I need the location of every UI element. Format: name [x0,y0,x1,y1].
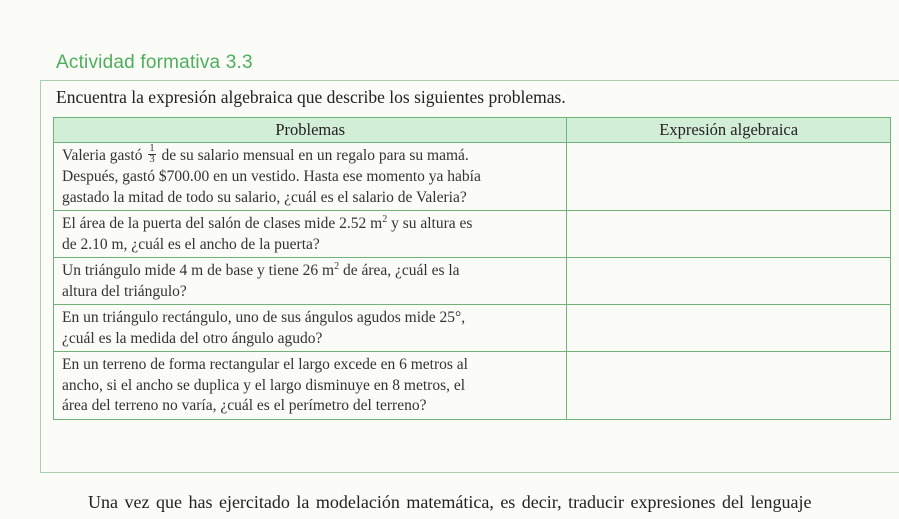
table-row [54,211,891,258]
table-row [54,352,891,420]
problem-2-text-b: y su altura es [387,215,473,232]
table-row [54,258,891,305]
problem-4-line-2: ¿cuál es la medida del otro ángulo agudo? [62,329,323,347]
body-paragraph: Una vez que has ejercitado la modelación matemática, es decir, traducir expresiones del lenguaje [88,492,812,512]
problem-5-line-1: En un terreno de forma rectangular el largo excede en 6 metros al [62,356,468,373]
problem-1-line-2: Después, gastó $700.00 en un vestido. Hasta ese momento ya había [62,168,481,185]
expression-answer-cell[interactable] [567,258,891,305]
table-row [54,143,891,211]
problem-4-line-1: En un triángulo rectángulo, uno de sus ángulos agudos mide 25°, [62,309,466,326]
problems-table [53,117,891,420]
problem-3-text-a: Un triángulo mide 4 m de base y tiene 26 m [62,262,335,279]
header-problems: Problemas [54,118,567,143]
problem-1-text-pre: Valeria gastó [62,147,143,165]
problem-3-line-2: altura del triángulo? [62,282,187,300]
activity-title: Actividad formativa 3.3 [56,52,253,73]
fraction-numerator: 1 [149,143,155,154]
instruction-text: Encuentra la expresión algebraica que describe los siguientes problemas. [56,87,566,107]
header-expression: Expresión algebraica [567,118,891,143]
expression-answer-cell[interactable] [567,305,891,352]
problem-cell-3 [54,258,567,305]
problem-1-text-post: de su salario mensual en un regalo para su mamá. [161,147,469,165]
problem-3-text-b: de área, ¿cuál es la [339,262,460,279]
superscript-2: 2 [334,260,340,272]
problem-5-line-3: área del terreno no varía, ¿cuál es el perímetro del terreno? [62,397,427,414]
expression-answer-cell[interactable] [567,143,891,211]
problem-2-text-a: El área de la puerta del salón de clases mide 2.52 m [62,215,383,232]
fraction-one-third [148,144,155,165]
problem-1-line-3: gastado la mitad de todo su salario, ¿cuál es el salario de Valeria? [62,188,467,206]
expression-answer-cell[interactable] [567,211,891,258]
problem-cell-5 [54,352,567,420]
superscript-2: 2 [382,213,388,225]
expression-answer-cell[interactable] [567,352,891,420]
problem-5-line-2: ancho, si el ancho se duplica y el largo disminuye en 8 metros, el [62,376,466,394]
table-row [54,305,891,352]
problem-2-line-2: de 2.10 m, ¿cuál es el ancho de la puerta? [62,235,320,253]
problem-cell-4 [54,305,567,352]
fraction-denominator: 3 [149,154,155,165]
problem-cell-2 [54,211,567,258]
table-header-row [54,118,891,143]
problem-cell-1 [54,143,567,211]
